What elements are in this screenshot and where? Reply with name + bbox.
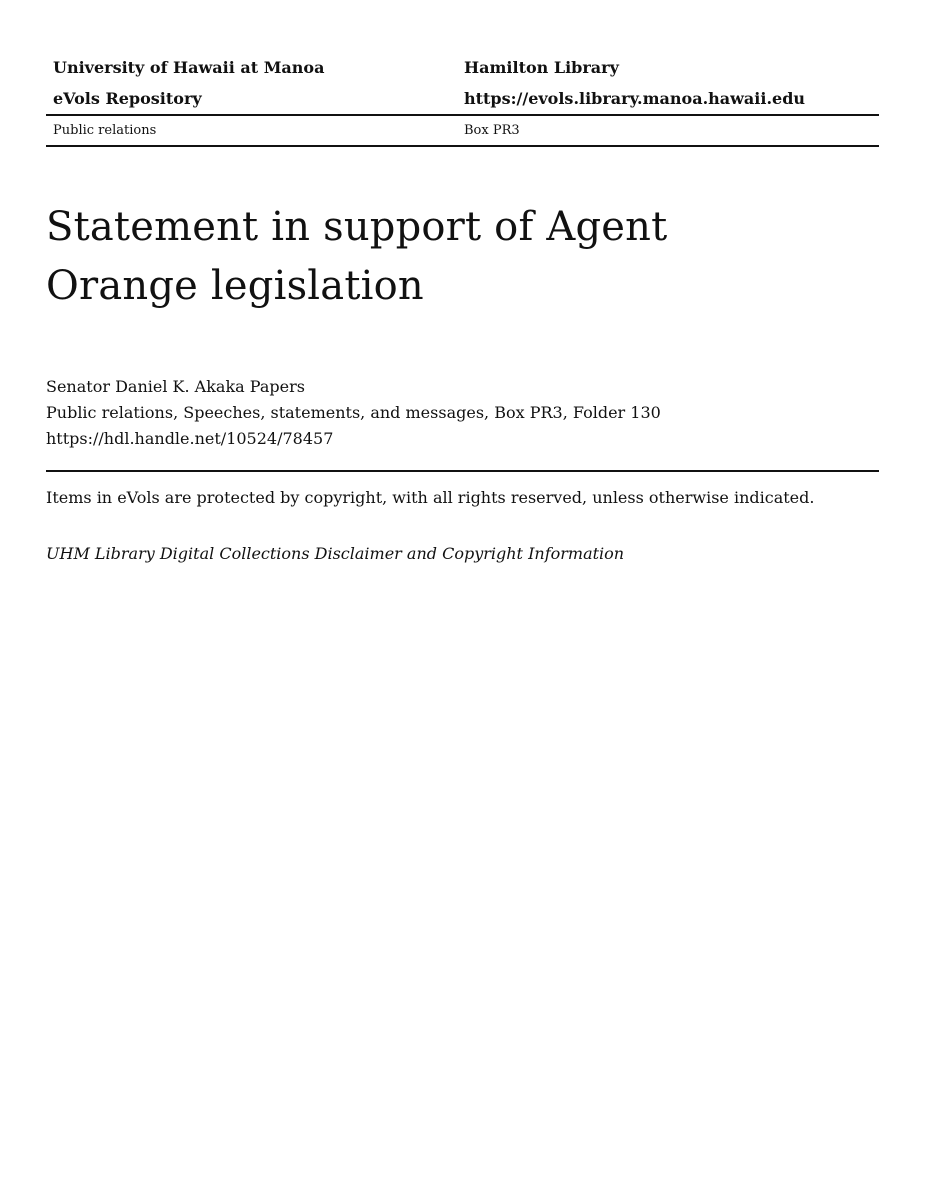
document-metadata [46,374,879,452]
header-bottom-divider [46,145,879,147]
document-title: Statement in support of Agent Orange legislation [46,204,668,309]
header [46,52,879,147]
box-label: Box PR3 [464,123,520,138]
disclaimer-link[interactable]: UHM Library Digital Collections Disclaimer and Copyright Information [46,544,625,563]
collection-name: Senator Daniel K. Akaka Papers [46,377,305,396]
repository-name: eVols Repository [53,89,202,108]
document-page [46,0,879,567]
handle-link[interactable]: https://hdl.handle.net/10524/78457 [46,429,334,448]
repository-url[interactable]: https://evols.library.manoa.hawaii.edu [464,89,806,108]
rights-statement: Items in eVols are protected by copyright, with all rights reserved, unless otherwise indicated. [46,488,815,507]
series-name: Public relations [53,123,157,138]
header-row-repository [46,83,879,114]
library-name: Hamilton Library [464,58,619,77]
institution-name: University of Hawaii at Manoa [53,58,325,77]
metadata-divider [46,470,879,472]
header-row-series [46,116,879,145]
folder-location: Public relations, Speeches, statements, and messages, Box PR3, Folder 130 [46,403,661,422]
header-row-institution [46,52,879,83]
